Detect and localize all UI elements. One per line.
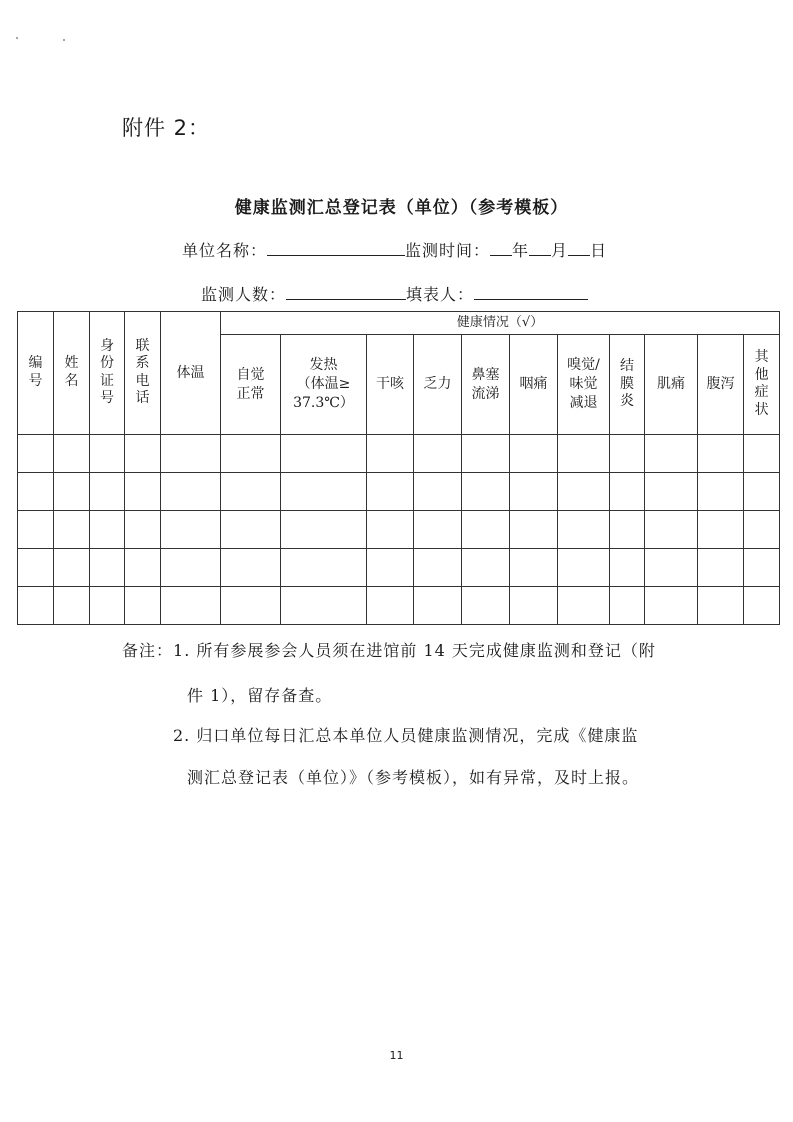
col-header-myalgia: 肌痛 (645, 335, 698, 435)
scan-mark (16, 37, 18, 39)
col-header-other: 其他症状 (744, 335, 780, 435)
day-field[interactable] (568, 240, 590, 256)
notes-line-4: 测汇总登记表（单位）》（参考模板），如有异常，及时上报。 (187, 768, 640, 787)
col-header-fever: 发热 （体温≥ 37.3℃） (281, 335, 367, 435)
day-label: 日 (590, 241, 608, 260)
table-row (18, 587, 780, 625)
col-header-phone: 联系电话 (125, 312, 161, 435)
monitor-time-label: 监测时间： (405, 241, 491, 260)
col-header-name: 姓名 (54, 312, 90, 435)
notes-prefix: 备注： (122, 641, 174, 660)
notes-line-2: 件 1），留存备查。 (187, 686, 333, 705)
form-title: 健康监测汇总登记表（单位）（参考模板） (234, 198, 569, 218)
monitor-count-field[interactable] (286, 284, 406, 300)
notes-line-3: 2. 归口单位每日汇总本单位人员健康监测情况，完成《健康监 (173, 726, 639, 745)
page-number: 11 (389, 1049, 404, 1062)
table-row (18, 511, 780, 549)
table-row (18, 435, 780, 473)
attachment-label: 附件 2： (122, 116, 211, 140)
year-field[interactable] (490, 240, 512, 256)
unit-name-field[interactable] (267, 240, 405, 256)
col-header-diarrhea: 腹泻 (698, 335, 744, 435)
notes-line-1 (122, 638, 656, 661)
month-field[interactable] (529, 240, 551, 256)
col-header-sore-throat: 咽痛 (510, 335, 558, 435)
col-header-dry-cough: 干咳 (367, 335, 414, 435)
month-label: 月 (551, 241, 569, 260)
table-row (18, 549, 780, 587)
col-header-number: 编号 (18, 312, 54, 435)
col-header-smell-taste: 嗅觉/ 味觉 减退 (558, 335, 610, 435)
scan-mark (63, 39, 65, 41)
col-group-health: 健康情况（√） (221, 312, 780, 335)
table-row (18, 473, 780, 511)
count-info-line (201, 282, 588, 305)
note-1: 1. 所有参展参会人员须在进馆前 14 天完成健康监测和登记（附 (173, 641, 656, 660)
col-header-temperature: 体温 (161, 312, 221, 435)
filler-field[interactable] (474, 284, 588, 300)
col-header-conjunctivitis: 结膜炎 (610, 335, 645, 435)
col-header-fatigue: 乏力 (414, 335, 462, 435)
col-header-normal: 自觉正常 (221, 335, 281, 435)
col-header-nasal: 鼻塞流涕 (462, 335, 510, 435)
unit-info-line (182, 238, 607, 261)
unit-name-label: 单位名称： (182, 241, 268, 260)
col-header-id-number: 身份证号 (90, 312, 125, 435)
filler-label: 填表人： (406, 285, 475, 304)
year-label: 年 (512, 241, 530, 260)
health-monitor-table (17, 311, 780, 625)
monitor-count-label: 监测人数： (201, 285, 287, 304)
